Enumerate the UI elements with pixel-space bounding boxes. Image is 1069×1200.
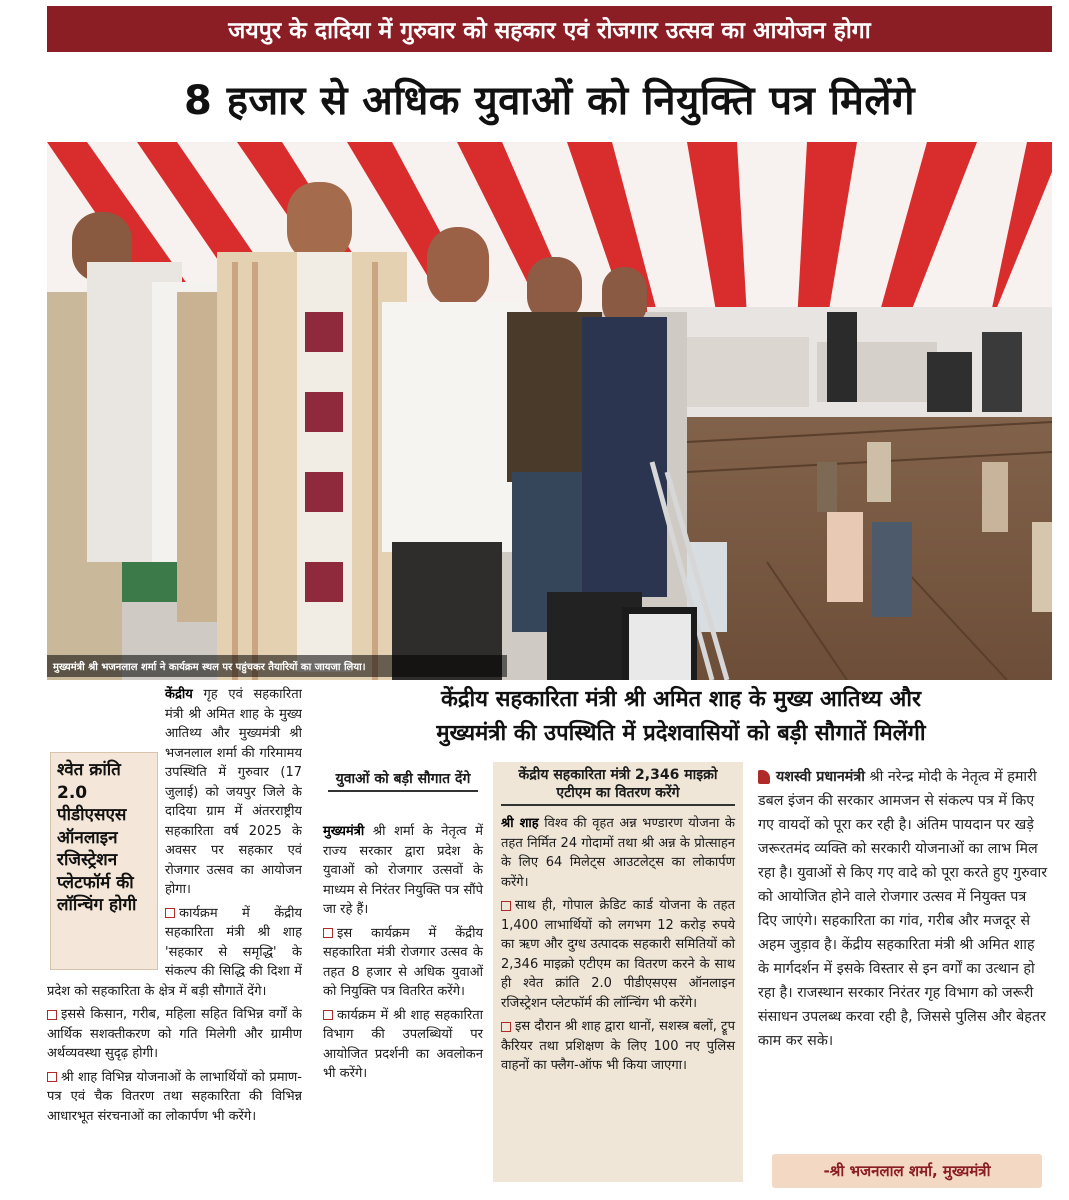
bullet-square-icon xyxy=(47,1072,57,1082)
bullet-square-icon xyxy=(47,1010,57,1020)
highlight-box: श्वेत क्रांति 2.0 पीडीएसएस ऑनलाइन रजिस्ट्रेशन प्लेटफॉर्म की लॉन्चिंग होगी xyxy=(50,752,158,970)
article-column-3 xyxy=(493,762,743,1182)
bullet-square-icon xyxy=(501,1022,511,1032)
bullet-square-icon xyxy=(323,1010,333,1020)
subheadline xyxy=(310,683,1052,758)
quote-mark-icon xyxy=(758,770,770,784)
quote-column xyxy=(758,765,1048,1190)
col1-p3: इससे किसान, गरीब, महिला सहित विभिन्न वर्गों के आर्थिक सशक्तीकरण को गति मिलेगी और ग्रामीण अर्थव्यवस्था सुदृढ़ होगी। xyxy=(47,1007,302,1061)
col2-heading: युवाओं को बड़ी सौगात देंगे xyxy=(328,770,478,792)
photo-caption: मुख्यमंत्री श्री भजनलाल शर्मा ने कार्यक्रम स्थल पर पहुंचकर तैयारियों का जायजा लिया। xyxy=(47,655,507,677)
col2-p3: कार्यक्रम में श्री शाह सहकारिता विभाग की उपलब्धियों पर आयोजित प्रदर्शनी का अवलोकन भी करेंगे। xyxy=(323,1007,483,1081)
news-photo xyxy=(47,142,1052,680)
headline: 8 हजार से अधिक युवाओं को नियुक्ति पत्र मिलेंगे xyxy=(184,77,915,124)
col3-heading: केंद्रीय सहकारिता मंत्री 2,346 माइक्रो एटीएम का वितरण करेंगे xyxy=(501,766,735,806)
col3-p2: साथ ही, गोपाल क्रेडिट कार्ड योजना के तहत 1,400 लाभार्थियों को लगभग 12 करोड़ रुपये का ऋण और दुग्ध उत्पादक सहकारी समितियों को 2,346 माइक्रो एटीएम का वितरण करने के साथ ही श्वेत क्रांति 2.0 पीडीएसएस ऑनलाइन रजिस्ट्रेशन प्लेटफॉर्म की लॉन्चिंग भी करेंगे। xyxy=(501,898,735,1011)
col2-body xyxy=(323,822,483,1084)
article-column-2 xyxy=(323,770,483,1175)
kicker-banner: जयपुर के दादिया में गुरुवार को सहकार एवं रोजगार उत्सव का आयोजन होगा xyxy=(47,6,1052,52)
quote-text xyxy=(758,765,1048,1053)
col2-p2: इस कार्यक्रम में केंद्रीय सहकारिता मंत्री रोजगार उत्सव के तहत 8 हजार से अधिक युवाओं को नियुक्ति पत्र वितरित करेंगे। xyxy=(323,925,483,999)
bullet-square-icon xyxy=(165,908,175,918)
quote-body: श्री नरेन्द्र मोदी के नेतृत्व में हमारी डबल इंजन की सरकार आमजन से संकल्प पत्र में किए गए वायदों को पूरा कर रही है। अंतिम पायदान पर खड़े जरूरतमंद व्यक्ति को सरकारी योजनाओं का लाभ मिल रहा है। युवाओं से किए गए वादे को पूरा करते हुए गुरुवार को आयोजित होने वाले रोजगार उत्सव में नियुक्त पत्र दिए जाएंगे। सहकारिता का गांव, गरीब और मजदूर से अहम जुड़ाव है। केंद्रीय सहकारिता मंत्री श्री अमित शाह के मार्गदर्शन में इसके विस्तार से इन वर्गों का उत्थान हो रहा है। राजस्थान सरकार निरंतर गृह विभाग को जरूरी संसाधन उपलब्ध करवा रही है, जिससे पुलिस और बेहतर काम कर सके। xyxy=(758,769,1048,1049)
subheadline-line-1: केंद्रीय सहकारिता मंत्री श्री अमित शाह के मुख्य आतिथ्य और xyxy=(440,687,922,712)
col1-p2: कार्यक्रम में केंद्रीय सहकारिता मंत्री श्री शाह 'सहकार से समृद्धि' के संकल्प की सिद्धि की दिशा में प्रदेश को सहकारिता के क्षेत्र में बड़ी सौगातें देंगे। xyxy=(47,905,302,999)
col1-p1: केंद्रीय गृह एवं सहकारिता मंत्री श्री अमित शाह के मुख्य आतिथ्य और मुख्यमंत्री श्री भजनलाल शर्मा की गरिमामय उपस्थिति में गुरुवार (17 जुलाई) को जयपुर जिले के दादिया ग्राम में अंतरराष्ट्रीय सहकारिता वर्ष 2025 के अवसर पर सहकार एवं रोजगार उत्सव का आयोजन होगा। xyxy=(165,687,302,897)
quote-lead: यशस्वी प्रधानमंत्री xyxy=(776,769,865,785)
col2-p1: मुख्यमंत्री श्री शर्मा के नेतृत्व में राज्य सरकार द्वारा प्रदेश के युवाओं को रोजगार उत्सवों के माध्यम से निरंतर नियुक्ति पत्र सौंपे जा रहे हैं। xyxy=(323,824,484,917)
bullet-square-icon xyxy=(323,928,333,938)
col1-p4: श्री शाह विभिन्न योजनाओं के लाभार्थियों को प्रमाण-पत्र एवं चैक वितरण तथा सहकारिता की विभिन्न आधारभूत संरचनाओं का लोकार्पण भी करेंगे। xyxy=(47,1069,302,1124)
event-photo-illustration xyxy=(47,142,1052,680)
col3-p3: इस दौरान श्री शाह द्वारा थानों, सशस्त्र बलों, ट्रूप कैरियर तथा प्रशिक्षण के लिए 100 नए पुलिस वाहनों का फ्लैग-ऑफ भी किया जाएगा। xyxy=(501,1019,735,1073)
subheadline-line-2: मुख्यमंत्री की उपस्थिति में प्रदेशवासियों को बड़ी सौगातें मिलेंगी xyxy=(436,721,926,746)
col3-p1: श्री शाह विश्व की वृहत अन्न भण्डारण योजना के तहत निर्मित 24 गोदामों तथा श्री अन्न के प्रोत्साहन के लिए 64 मिलेट्स आउटलेट्स का लोकार्पण करेंगे। xyxy=(501,816,735,890)
bullet-square-icon xyxy=(501,901,511,911)
quote-signoff: -श्री भजनलाल शर्मा, मुख्यमंत्री xyxy=(772,1154,1042,1188)
